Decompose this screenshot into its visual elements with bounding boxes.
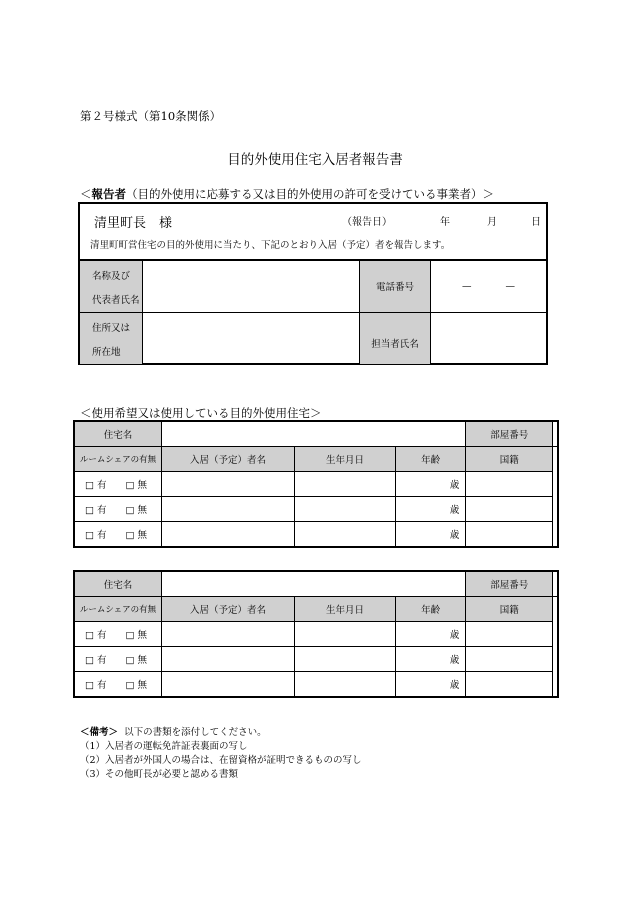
room-number-label: 部屋番号	[466, 421, 553, 447]
day-label: 日	[531, 217, 541, 228]
notes-section	[80, 726, 362, 782]
col-nationality: 国籍	[466, 597, 553, 622]
housing-name-field[interactable]	[162, 421, 466, 447]
birthdate-field[interactable]	[295, 622, 396, 647]
reporter-section-heading	[80, 186, 494, 202]
birthdate-field[interactable]	[295, 647, 396, 672]
address-label-line1: 住所又は	[92, 323, 131, 335]
reporter-label: 報告者	[91, 187, 126, 201]
birthdate-field[interactable]	[295, 472, 396, 497]
resident-name-field[interactable]	[162, 522, 295, 548]
nationality-field[interactable]	[466, 647, 553, 672]
housing-name-field[interactable]	[162, 571, 466, 597]
col-resident-name: 入居（予定）者名	[162, 597, 295, 622]
reporter-info-table	[80, 259, 546, 364]
bracket-open: ＜	[80, 187, 92, 201]
age-field[interactable]: 歳	[396, 472, 466, 497]
phone-separator: —	[505, 280, 515, 292]
name-label-line2: 代表者氏名	[92, 295, 140, 307]
table-row	[74, 622, 558, 647]
reporter-description: （目的外使用に応募する又は目的外使用の許可を受けている事業者）	[126, 187, 483, 201]
col-age: 年齢	[396, 597, 466, 622]
room-share-checkbox[interactable]: □ 有 □ 無	[74, 472, 162, 497]
residence-table-1	[73, 420, 559, 548]
document-title: 目的外使用住宅入居者報告書	[227, 152, 403, 168]
report-date-label: （報告日）	[342, 217, 392, 228]
form-number: 第２号様式（第10条関係）	[80, 109, 222, 123]
residence-table-2	[73, 570, 559, 698]
phone-label: 電話番号	[360, 260, 431, 312]
col-resident-name: 入居（予定）者名	[162, 447, 295, 472]
address-label-cell	[80, 312, 143, 364]
nationality-field[interactable]	[466, 522, 553, 548]
notes-heading: ＜備考＞	[80, 727, 119, 738]
residence-section-heading: ＜使用希望又は使用している目的外使用住宅＞	[80, 406, 322, 420]
year-label: 年	[440, 217, 450, 228]
resident-name-field[interactable]	[162, 622, 295, 647]
name-label-line1: 名称及び	[92, 271, 131, 283]
housing-name-label: 住宅名	[74, 571, 162, 597]
age-field[interactable]: 歳	[396, 647, 466, 672]
nationality-field[interactable]	[466, 672, 553, 698]
report-statement: 清里町町営住宅の目的外使用に当たり、下記のとおり入居（予定）者を報告します。	[90, 240, 451, 251]
col-age: 年齢	[396, 447, 466, 472]
col-room-share: ルームシェアの有無	[74, 447, 162, 472]
room-share-checkbox[interactable]: □ 有 □ 無	[74, 672, 162, 698]
nationality-field[interactable]	[466, 497, 553, 522]
resident-name-field[interactable]	[162, 647, 295, 672]
col-nationality: 国籍	[466, 447, 553, 472]
nationality-field[interactable]	[466, 472, 553, 497]
table-row	[74, 497, 558, 522]
bracket-close: ＞	[482, 187, 494, 201]
room-share-checkbox[interactable]: □ 有 □ 無	[74, 622, 162, 647]
table-row	[74, 472, 558, 497]
room-number-label: 部屋番号	[466, 571, 553, 597]
phone-field[interactable]	[431, 260, 547, 312]
table-row	[74, 647, 558, 672]
notes-intro: 以下の書類を添付してください。	[124, 727, 267, 738]
resident-name-field[interactable]	[162, 497, 295, 522]
resident-name-field[interactable]	[162, 672, 295, 698]
phone-separator: —	[462, 280, 472, 292]
col-room-share: ルームシェアの有無	[74, 597, 162, 622]
room-number-field[interactable]	[553, 421, 558, 447]
col-birthdate: 生年月日	[295, 447, 396, 472]
address-label-line2: 所在地	[92, 347, 121, 359]
note-item: （2）入居者が外国人の場合は、在留資格が証明できるものの写し	[80, 755, 362, 766]
room-number-field[interactable]	[553, 571, 558, 597]
housing-name-label: 住宅名	[74, 421, 162, 447]
note-item: （3）その他町長が必要と認める書類	[80, 769, 239, 780]
name-field[interactable]	[143, 260, 360, 312]
col-birthdate: 生年月日	[295, 597, 396, 622]
age-field[interactable]: 歳	[396, 497, 466, 522]
room-share-checkbox[interactable]: □ 有 □ 無	[74, 647, 162, 672]
contact-label: 担当者氏名	[360, 312, 431, 364]
age-field[interactable]: 歳	[396, 522, 466, 548]
month-label: 月	[487, 217, 497, 228]
room-share-checkbox[interactable]: □ 有 □ 無	[74, 497, 162, 522]
table-row	[74, 672, 558, 698]
birthdate-field[interactable]	[295, 497, 396, 522]
address-field[interactable]	[143, 312, 360, 364]
reporter-box	[78, 202, 548, 365]
contact-field[interactable]	[431, 312, 547, 364]
birthdate-field[interactable]	[295, 522, 396, 548]
name-label-cell	[80, 260, 143, 312]
age-field[interactable]: 歳	[396, 622, 466, 647]
age-field[interactable]: 歳	[396, 672, 466, 698]
birthdate-field[interactable]	[295, 672, 396, 698]
nationality-field[interactable]	[466, 622, 553, 647]
note-item: （1）入居者の運転免許証表裏面の写し	[80, 741, 248, 752]
room-share-checkbox[interactable]: □ 有 □ 無	[74, 522, 162, 548]
resident-name-field[interactable]	[162, 472, 295, 497]
addressee: 清里町長 様	[94, 216, 173, 231]
table-row	[74, 522, 558, 548]
